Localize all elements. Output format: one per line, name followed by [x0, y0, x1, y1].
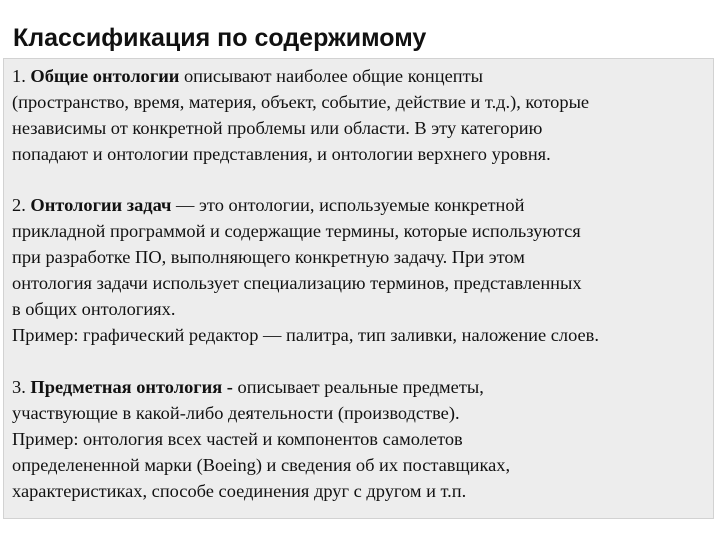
section-number: 3. — [12, 377, 26, 397]
text-line — [12, 374, 510, 400]
text-line — [12, 63, 589, 89]
section-general-ontologies — [12, 63, 589, 167]
slide-title: Классификация по содержимому — [13, 24, 427, 52]
example-line: определененной марки (Boeing) и сведения об их поставщиках, — [12, 455, 511, 475]
text-fragment: описывают наиболее общие концепты — [179, 66, 483, 86]
section-number: 1. — [12, 66, 26, 86]
section-term: Предметная онтология - — [30, 377, 233, 397]
content-box — [3, 58, 714, 519]
text-line: онтология задачи использует специализацию терминов, представленных — [12, 273, 582, 293]
example-line: характеристиках, способе соединения друг с другом и т.п. — [12, 481, 467, 501]
section-domain-ontology — [12, 374, 510, 504]
text-line — [12, 192, 599, 218]
example-line: Пример: онтология всех частей и компонентов самолетов — [12, 429, 463, 449]
section-term: Общие онтологии — [30, 66, 180, 86]
text-line: (пространство, время, материя, объект, событие, действие и т.д.), которые — [12, 92, 590, 112]
text-fragment: описывает реальные предметы, — [232, 377, 484, 397]
section-task-ontologies — [12, 192, 599, 348]
section-term: Онтологии задач — [30, 195, 172, 215]
text-line: при разработке ПО, выполняющего конкретную задачу. При этом — [12, 247, 525, 267]
text-line: попадают и онтологии представления, и онтологии верхнего уровня. — [12, 144, 551, 164]
text-line: прикладной программой и содержащие термины, которые используются — [12, 221, 581, 241]
text-fragment: — это онтологии, используемые конкретной — [171, 195, 525, 215]
section-number: 2. — [12, 195, 26, 215]
text-line: независимы от конкретной проблемы или области. В эту категорию — [12, 118, 543, 138]
example-line: Пример: графический редактор — палитра, тип заливки, наложение слоев. — [12, 325, 599, 345]
text-line: в общих онтологиях. — [12, 299, 176, 319]
text-line: участвующие в какой-либо деятельности (производстве). — [12, 403, 460, 423]
